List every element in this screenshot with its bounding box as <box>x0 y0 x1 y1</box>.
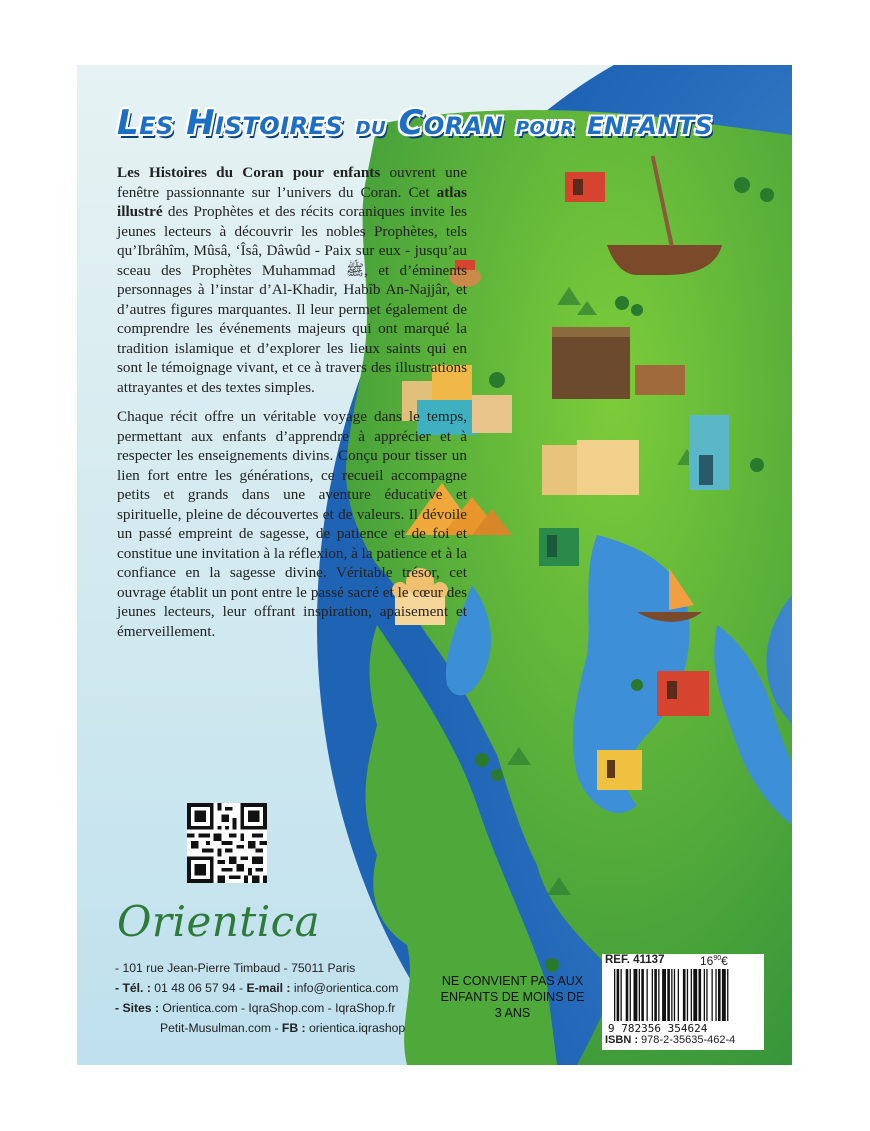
isbn-label: ISBN : <box>605 1034 638 1046</box>
barcode-bar <box>693 969 697 1021</box>
barcode-bar <box>691 969 692 1021</box>
barcode-bar <box>687 969 688 1021</box>
barcode-bar <box>667 969 670 1021</box>
back-cover <box>77 65 792 1065</box>
description <box>117 163 467 651</box>
barcode-icon <box>606 969 760 1033</box>
tel-label: - Tél. : <box>115 981 151 995</box>
qr-code-icon[interactable] <box>187 803 267 883</box>
barcode-bar <box>704 969 705 1021</box>
paragraph-1-bold-1: Les Histoires du Coran pour enfants <box>117 164 381 181</box>
fb-link[interactable]: orientica.iqrashop <box>305 1021 406 1035</box>
fb-label: FB : <box>281 1021 306 1035</box>
paragraph-2: Chaque récit offre un véritable voyage dans le temps, permettant aux enfants d’apprendre à apprécier et à respecter les enseignements divins. Conçu pour tisser un lien fort entre les générations, ce recueil accompagne petits et grands dans une aventure éducative et spirituelle, pleine de découvertes et de valeurs. Il dévoile un passé empreint de sagesse, de patience et de foi et constitue une invitation à la réflexion, à la patience et à la confiance en la sagesse divine. Véritable trésor, cet ouvrage établit un pont entre le passé sacré et le cœur des jeunes lecteurs, leur offrant inspiration, apaisement et émerveillement. <box>117 408 468 640</box>
barcode-bar <box>654 969 657 1021</box>
barcode-bar <box>658 969 659 1021</box>
barcode-bar <box>678 969 679 1021</box>
barcode-digits: 9 782356 354624 <box>608 1022 708 1033</box>
barcode-bar <box>727 969 728 1021</box>
barcode-bar <box>674 969 675 1021</box>
fb-line <box>115 1018 435 1038</box>
book-title <box>117 103 737 143</box>
paragraph-1-bold-2: atlas illustré <box>117 183 467 220</box>
barcode-bar <box>712 969 713 1021</box>
desert-buildings <box>542 440 639 495</box>
barcode-box <box>602 954 764 1050</box>
barcode-bar <box>718 969 721 1021</box>
barcode-bar <box>706 969 707 1021</box>
price-cents: 90 <box>713 955 722 962</box>
isbn-value: 978-2-35635-462-4 <box>638 1034 736 1046</box>
phone-email-line <box>115 978 435 998</box>
barcode-bar <box>639 969 640 1021</box>
title-part-3: Coran <box>398 103 504 143</box>
title-part-1: Les Histoires <box>117 103 344 143</box>
title-part-2: du <box>355 111 387 140</box>
price <box>700 954 728 968</box>
sites-links[interactable]: Orientica.com - IqraShop.com - IqraShop.fr <box>159 1001 396 1015</box>
red-fort <box>657 671 709 716</box>
email-label: E-mail : <box>246 981 291 995</box>
red-house <box>565 172 605 202</box>
barcode-bar <box>662 969 666 1021</box>
barcode-bar <box>647 969 648 1021</box>
barcode-bar <box>621 969 622 1021</box>
address-line: - 101 rue Jean-Pierre Timbaud - 75011 Paris <box>115 961 356 975</box>
barcode-bar <box>617 969 620 1021</box>
ref-number: REF. 41137 <box>605 954 665 966</box>
price-main: 16 <box>700 954 714 968</box>
paragraph-1-text-2: des Prophètes et des récits coraniques invite les jeunes lecteurs à découvrir les nobles Prophètes, tels qu’Ibrâhîm, Mûsâ, ‘Îsâ, Dâwûd - Paix sur eux - jusqu’au sceau des Prophètes Muhammad ﷺ, et d’éminents personnages à l’instar d’Al-Khadir, Habîb An-Najjâr, et d’autres figures marquantes. Il leur permet également de comprendre les événements majeurs qui ont marqué la tradition islamique et d’explorer les lieux saints qui en sont le témoignage vivant, et ce à travers des illustrations attrayantes et des textes simples. <box>117 203 467 396</box>
title-part-4: pour <box>515 111 575 140</box>
paragraph-1 <box>117 163 467 397</box>
barcode-bar <box>652 969 653 1021</box>
barcode-bar <box>641 969 644 1021</box>
barcode-bar <box>614 969 615 1021</box>
email-link[interactable]: info@orientica.com <box>290 981 399 995</box>
barcode-bar <box>634 969 638 1021</box>
barcode-bar <box>722 969 726 1021</box>
publisher-contact <box>115 958 435 1038</box>
tel-value: 01 48 06 57 94 - <box>150 981 247 995</box>
yellow-house <box>597 750 642 790</box>
barcode-bar <box>715 969 716 1021</box>
sites-line <box>115 998 435 1018</box>
barcode-bar <box>626 969 629 1021</box>
barcode-bar <box>699 969 702 1021</box>
barcode-bar <box>671 969 672 1021</box>
publisher-logo: Orientica <box>117 897 321 946</box>
green-arch-building <box>539 528 579 566</box>
price-currency: € <box>721 954 728 968</box>
isbn <box>605 1034 735 1046</box>
petit-musulman-link[interactable]: Petit-Musulman.com - <box>160 1021 282 1035</box>
age-warning: NE CONVIENT PAS AUX ENFANTS DE MOINS DE 3 ANS <box>440 974 585 1020</box>
title-part-5: enfants <box>587 103 713 143</box>
barcode-bar <box>683 969 686 1021</box>
sites-label: - Sites : <box>115 1001 160 1015</box>
paragraph-1-text-1: ouvrent une fenêtre passionnante sur l’univers du Coran. Cet <box>117 164 468 201</box>
barcode-bar <box>630 969 631 1021</box>
blue-tower <box>689 415 729 490</box>
